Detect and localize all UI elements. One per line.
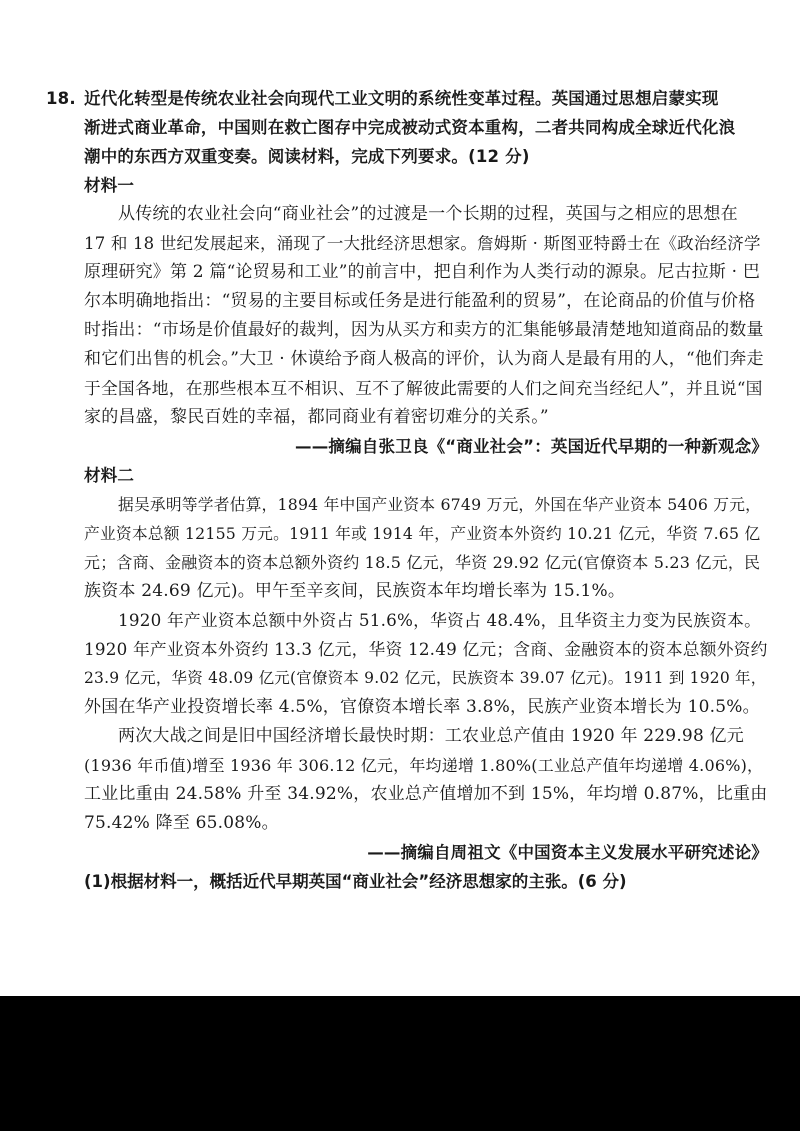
material1-line: 尔本明确地指出：“贸易的主要目标或任务是进行能盈利的贸易”，在论商品的价值与价格 [84,291,756,311]
material2-para2-line: 外国在华产业投资增长率 4.5%，官僚资本增长率 3.8%，民族产业资本增长为 10.5%。 [84,697,760,717]
material2-para2-line: 1920 年产业资本总额中外资占 51.6%，华资占 48.4%，且华资主力变为民族资本。 [118,610,762,630]
scan-black-bar [0,996,800,1131]
question-18 [46,84,768,1086]
material2-para1-line: 元；含商、金融资本的资本总额外资约 18.5 亿元，华资 29.92 亿元(官僚资本 5.23 亿元，民 [84,553,761,572]
material1-line: 17 和 18 世纪发展起来，涌现了一大批经济思想家。詹姆斯 · 斯图亚特爵士在《政治经济学 [84,234,761,253]
subquestion-1: (1)根据材料一，概括近代早期英国“商业社会”经济思想家的主张。(6 分) [84,872,627,891]
material2-para3-line: 两次大战之间是旧中国经济增长最快时期：工农业总产值由 1920 年 229.98 亿元 [118,726,744,746]
material1-line: 于全国各地，在那些根本互不相识、互不了解彼此需要的人们之间充当经纪人”，并且说“国 [84,378,763,398]
material1-heading: 材料一 [84,176,135,195]
material2-para1-line: 据吴承明等学者估算，1894 年中国产业资本 6749 万元，外国在华产业资本 5406 万元， [118,495,762,514]
material1-source: ——摘编自张卫良《“商业社会”：英国近代早期的一种新观念》 [295,437,768,456]
material2-para2-line: 23.9 亿元，华资 48.09 亿元(官僚资本 9.02 亿元，民族资本 39.07 亿元)。1911 到 1920 年， [84,669,767,687]
question-stem-line: 18. 近代化转型是传统农业社会向现代工业文明的系统性变革过程。英国通过思想启蒙实现 [46,84,768,113]
material2-para1-line: 族资本 24.69 亿元)。甲午至辛亥间，民族资本年均增长率为 15.1%。 [84,581,626,601]
material2-heading: 材料二 [84,466,135,485]
material2-para3-line: 工业比重由 24.58% 升至 34.92%，农业总产值增加不到 15%，年均增 0.87%，比重由 [84,784,768,804]
question-stem-line: 渐进式商业革命，中国则在救亡图存中完成被动式资本重构，二者共同构成全球近代化浪 [84,118,736,137]
material2-para3-line: (1936 年币值)增至 1936 年 306.12 亿元，年均递增 1.80%(工业总产值年均递增 4.06%)， [84,756,764,775]
material1-line: 家的昌盛，黎民百姓的幸福，都同商业有着密切难分的关系。” [84,407,549,427]
material2-source: ——摘编自周祖文《中国资本主义发展水平研究述论》 [367,843,768,862]
material1-line: 原理研究》第 2 篇“论贸易和工业”的前言中，把自利作为人类行动的源泉。尼古拉斯 · 巴 [84,262,761,282]
material1-line: 和它们出售的机会。”大卫 · 休谟给予商人极高的评价，认为商人是最有用的人，“他们奔走 [84,349,764,369]
question-stem-line: 潮中的东西方双重变奏。阅读材料，完成下列要求。(12 分) [84,147,530,166]
question-number: 18. [46,89,76,108]
material2-para2-line: 1920 年产业资本外资约 13.3 亿元，华资 12.49 亿元；含商、金融资本的资本总额外资约 [84,639,768,659]
material1-line: 时指出：“市场是价值最好的裁判，因为从买方和卖方的汇集能够最清楚地知道商品的数量 [84,320,764,340]
material1-line: 从传统的农业社会向“商业社会”的过渡是一个长期的过程，英国与之相应的思想在 [118,204,738,224]
material2-para1-line: 产业资本总额 12155 万元。1911 年或 1914 年，产业资本外资约 10.21 亿元，华资 7.65 亿 [84,524,761,543]
material2-para3-line: 75.42% 降至 65.08%。 [84,813,279,833]
